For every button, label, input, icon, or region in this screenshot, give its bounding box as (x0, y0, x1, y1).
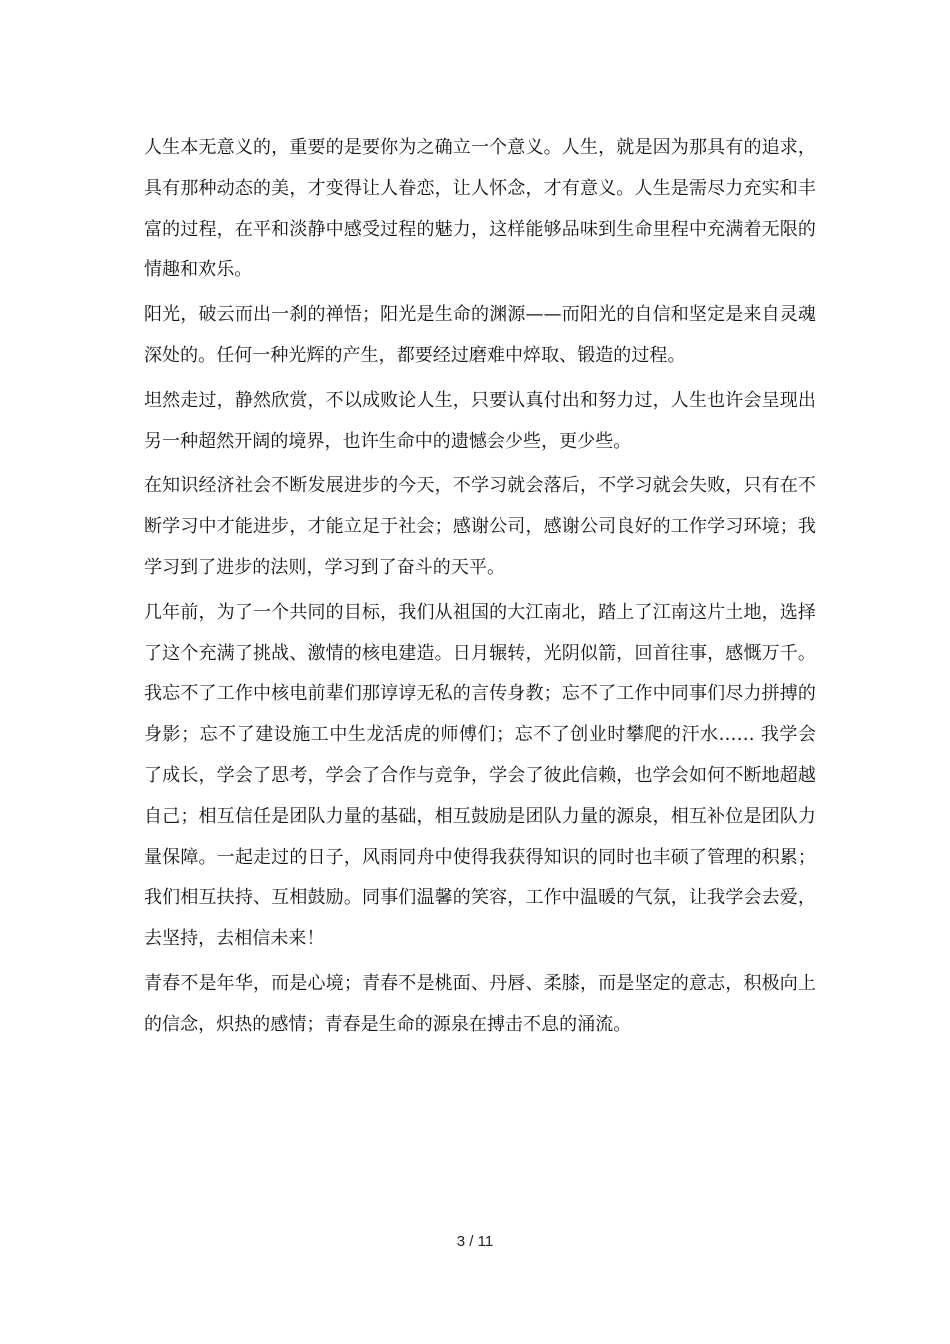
paragraph-1: 人生本无意义的，重要的是要你为之确立一个意义。人生，就是因为那具有的追求，具有那种动态的美，才变得让人眷恋，让人怀念，才有意义。人生是需尽力充实和丰富的过程，在平和淡静中感受过程的魅力，这样能够品味到生命里程中充满着无限的情趣和欢乐。 (144, 137, 816, 281)
paragraph-4: 在知识经济社会不断发展进步的今天，不学习就会落后，不学习就会失败，只有在不断学习中才能进步，才能立足于社会；感谢公司，感谢公司良好的工作学习环境；我学习到了进步的法则，学习到了奋斗的天平。 (144, 475, 816, 578)
page-number: 3 / 11 (456, 1233, 494, 1250)
paragraph-3: 坦然走过，静然欣赏，不以成败论人生，只要认真付出和努力过，人生也许会呈现出另一种超然开阔的境界，也许生命中的遗憾会少些，更少些。 (144, 389, 816, 452)
paragraph-6: 青春不是年华，而是心境；青春不是桃面、丹唇、柔膝，而是坚定的意志，积极向上的信念，炽热的感情；青春是生命的源泉在搏击不息的涌流。 (144, 972, 816, 1035)
document-body (144, 128, 816, 1046)
paragraph-2: 阳光，破云而出一刹的禅悟；阳光是生命的渊源——而阳光的自信和坚定是来自灵魂深处的。任何一种光辉的产生，都要经过磨难中焠取、锻造的过程。 (144, 304, 816, 366)
paragraph-5: 几年前，为了一个共同的目标，我们从祖国的大江南北，踏上了江南这片土地，选择了这个充满了挑战、激情的核电建造。日月辗转，光阴似箭，回首往事，感慨万千。我忘不了工作中核电前辈们那谆谆无私的言传身教；忘不了工作中同事们尽力拼搏的身影；忘不了建设施工中生龙活虎的师傅们；忘不了创业时攀爬的汗水…… 我学会了成长，学会了思考，学会了合作与竞争，学会了彼此信赖，也学会如何不断地超越自己；相互信任是团队力量的基础，相互鼓励是团队力量的源泉，相互补位是团队力量保障。一起走过的日子，风雨同舟中使得我获得知识的同时也丰硕了管理的积累；我们相互扶持、互相鼓励。同事们温馨的笑容，工作中温暖的气氛，让我学会去爱，去坚持，去相信未来！ (144, 601, 816, 950)
